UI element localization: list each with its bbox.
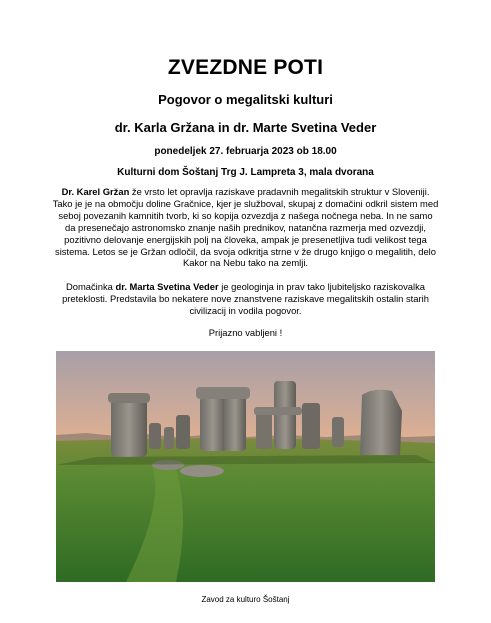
standing-stone bbox=[256, 413, 272, 449]
standing-stone bbox=[360, 390, 402, 455]
standing-stone bbox=[332, 417, 344, 447]
standing-stone bbox=[164, 427, 174, 449]
fallen-stone bbox=[180, 465, 224, 477]
lintel-stone bbox=[108, 393, 150, 403]
standing-stone bbox=[149, 423, 161, 449]
subtitle: Pogovor o megalitski kulturi bbox=[158, 92, 333, 107]
marta-svetina-veder-paragraph bbox=[52, 281, 439, 317]
standing-stone bbox=[200, 397, 226, 451]
marta-svetina-veder-bio: je geologinja in prav tako ljubiteljsko raziskovalka preteklosti. Predstavila bo nekatere nove znanstvene raziskave megalitskih ostalin starih civilizacij in vodila pogovor. bbox=[62, 281, 429, 316]
standing-stone bbox=[224, 395, 246, 451]
lintel-stone bbox=[254, 407, 302, 415]
karel-grzan-bio: že vrsto let opravlja raziskave pradavnih megalitskih struktur v Sloveniji. Tako je je na območju doline Gračnice, kjer je služboval, skupaj z domačini odkril sistem med seboj povezanih kamnitih tvorb, ki so kopija ozvezdja z našega nočnega neba. In ne samo da presenečajo astronomsko znanje naših prednikov, natančna razmerja med ozvezdji, pozitivno delovanje energijskih polj na človeka, ampak je presenetljiva tudi velikost tega sistema. Letos se je Gržan odločil, da svoja odkritja strne v že drugo knjigo o megalitih, delo Kakor na Nebu tako na zemlji. bbox=[52, 186, 439, 269]
karel-grzan-name: Dr. Karel Gržan bbox=[61, 186, 130, 197]
footer-organizer: Zavod za kulturo Šoštanj bbox=[201, 595, 290, 604]
marta-prefix: Domačinka bbox=[65, 281, 116, 292]
invitation-line: Prijazno vabljeni ! bbox=[208, 327, 283, 338]
standing-stone bbox=[176, 415, 190, 449]
event-date: ponedeljek 27. februarja 2023 ob 18.00 bbox=[154, 146, 337, 157]
event-venue: Kulturni dom Šoštanj Trg J. Lampreta 3, mala dvorana bbox=[117, 167, 374, 178]
marta-svetina-veder-name: dr. Marta Svetina Veder bbox=[115, 281, 219, 292]
page-title: ZVEZDNE POTI bbox=[167, 56, 324, 79]
standing-stone bbox=[302, 403, 320, 449]
lintel-stone bbox=[196, 387, 250, 399]
karel-grzan-paragraph bbox=[52, 186, 439, 269]
standing-stone bbox=[111, 399, 147, 457]
stone-circle-photo bbox=[56, 351, 435, 582]
speakers-heading: dr. Karla Gržana in dr. Marte Svetina Veder bbox=[114, 120, 377, 135]
